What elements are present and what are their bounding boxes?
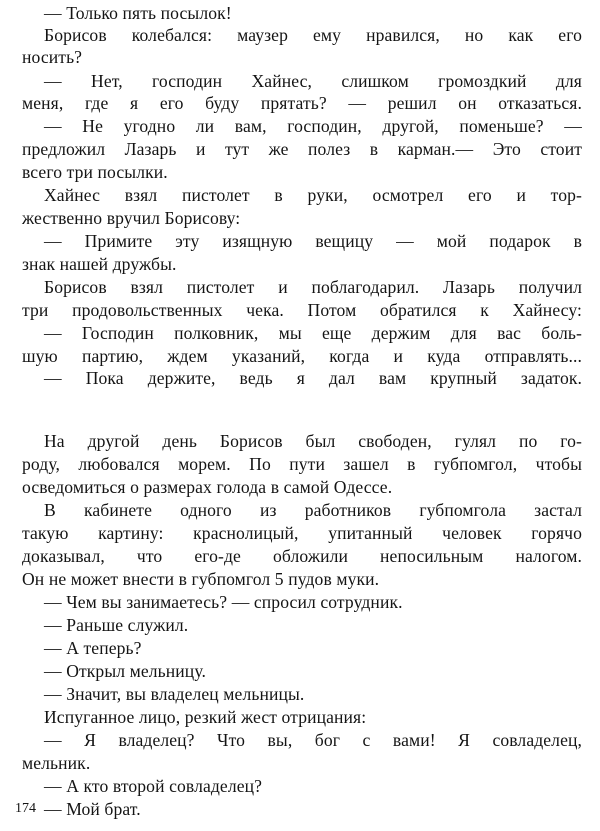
text-line: меня, где я его буду прятать? — решил он отказаться. <box>22 93 582 113</box>
text-line: предложил Лазарь и тут же полез в карман.— Это стоит <box>22 139 582 159</box>
text-line: мельник. <box>22 753 91 773</box>
text-line: — Чем вы занимаетесь? — спросил сотрудник. <box>44 592 403 612</box>
text-line: — Примите эту изящную вещицу — мой подарок в <box>44 231 582 251</box>
text-line: — А кто второй совладелец? <box>44 776 263 796</box>
text-line: знак нашей дружбы. <box>22 254 177 274</box>
text-line: — Я владелец? Что вы, бог с вами! Я совладелец, <box>44 730 582 750</box>
page-number: 174 <box>15 801 36 816</box>
text-line: — Открыл мельницу. <box>44 661 206 681</box>
text-line: — Пока держите, ведь я дал вам крупный задаток. <box>44 368 582 388</box>
text-line: — Нет, господин Хайнес, слишком громоздкий для <box>44 71 582 91</box>
text-line: жественно вручил Борисову: <box>22 208 241 228</box>
text-line: три продовольственных чека. Потом обратился к Хайнесу: <box>22 300 582 320</box>
text-line: — Мой брат. <box>44 799 141 819</box>
text-line: — Раньше служил. <box>44 615 189 635</box>
text-line: роду, любовался морем. По пути зашел в губпомгол, чтобы <box>22 454 582 474</box>
text-line: доказывал, что его-де обложили непосильным налогом. <box>22 546 582 566</box>
text-line: шую партию, ждем указаний, когда и куда отправлять... <box>22 346 582 366</box>
text-line: Борисов колебался: маузер ему нравился, но как его <box>44 25 582 45</box>
text-line: — Господин полковник, мы еще держим для вас боль- <box>44 323 582 343</box>
text-line: всего три посылки. <box>22 162 168 182</box>
text-line: — А теперь? <box>44 638 142 658</box>
text-line: В кабинете одного из работников губпомгола застал <box>44 500 582 520</box>
text-line: — Значит, вы владелец мельницы. <box>44 684 305 704</box>
text-line: Испуганное лицо, резкий жест отрицания: <box>44 707 367 727</box>
text-line: На другой день Борисов был свободен, гулял по го- <box>44 431 582 451</box>
text-line: — Не угодно ли вам, господин, другой, поменьше? — <box>44 116 582 136</box>
text-line: Хайнес взял пистолет в руки, осмотрел его и тор- <box>44 185 582 205</box>
text-line: Он не может внести в губпомгол 5 пудов муки. <box>22 569 380 589</box>
text-line: такую картину: краснолицый, упитанный человек горячо <box>22 523 582 543</box>
text-line: Борисов взял пистолет и поблагодарил. Лазарь получил <box>44 277 582 297</box>
text-line: — Только пять посылок! <box>44 3 232 23</box>
text-line: носить? <box>22 47 83 67</box>
text-line: осведомиться о размерах голода в самой Одессе. <box>22 477 393 497</box>
